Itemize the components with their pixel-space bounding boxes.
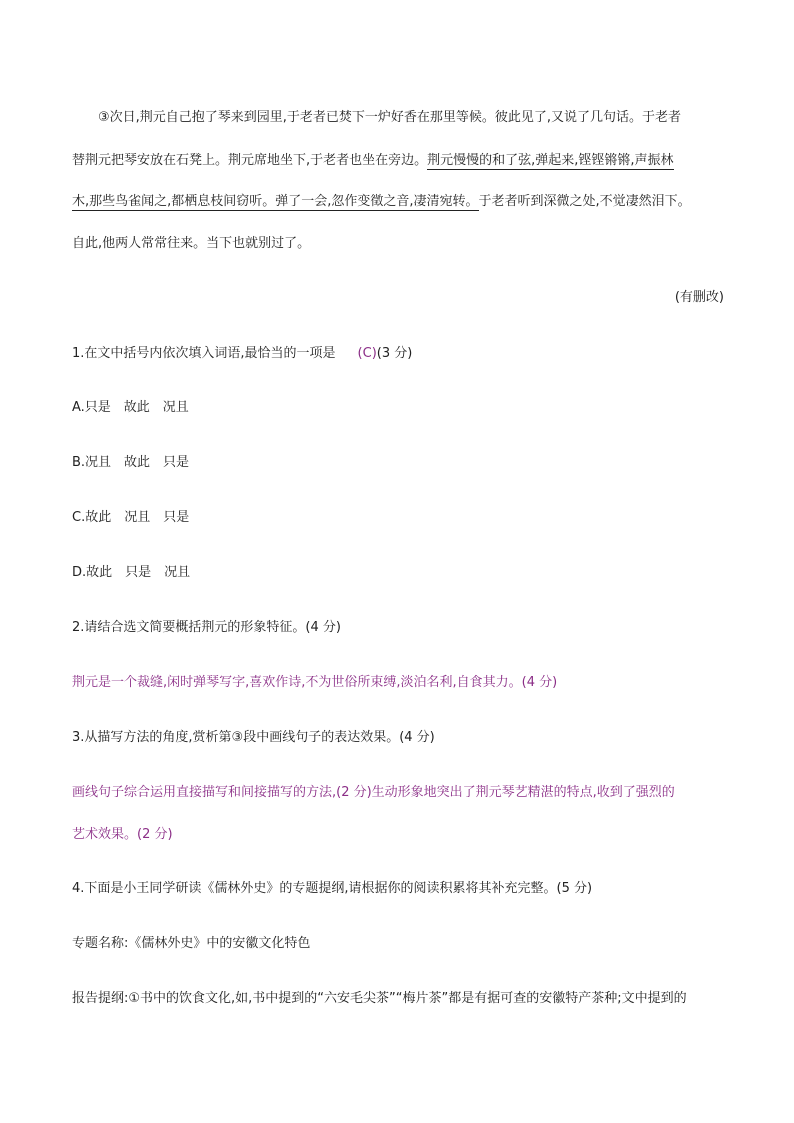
passage-line-1: ③次日,荆元自己抱了琴来到园里,于老者已焚下一炉好香在那里等候。彼此见了,又说了几句话。于老者 (98, 110, 682, 125)
option-a: A.只是 故此 况且 (72, 400, 189, 415)
question-2-answer: 荆元是一个裁缝,闲时弹琴写字,喜欢作诗,不为世俗所束缚,淡泊名利,自食其力。(4 分) (72, 675, 558, 690)
question-1-answer: (C) (357, 346, 377, 361)
underlined-sentence: 荆元慢慢的和了弦,弹起来,铿铿锵锵,声振林 (427, 153, 674, 168)
question-4-stem: 4.下面是小王同学研读《儒林外史》的专题提纲,请根据你的阅读积累将其补充完整。(5 分) (72, 881, 593, 896)
option-d: D.故此 只是 况且 (72, 565, 191, 580)
question-2-stem: 2.请结合选文简要概括荆元的形象特征。(4 分) (72, 620, 341, 635)
question-3-answer-line-2: 艺术效果。(2 分) (72, 827, 173, 842)
question-1-stem: 1.在文中括号内依次填入词语,最恰当的一项是 (C)(3 分) (72, 346, 413, 361)
passage-line-4: 自此,他两人常常往来。当下也就别过了。 (72, 236, 311, 251)
underlined-sentence: 木,那些鸟雀闻之,都栖息枝间窃听。弹了一会,忽作变徵之音,凄清宛转。 (72, 194, 479, 209)
passage-line-2: 替荆元把琴安放在石凳上。荆元席地坐下,于老者也坐在旁边。荆元慢慢的和了弦,弹起来,铿铿锵锵,声振林 (72, 153, 674, 168)
question-3-stem: 3.从描写方法的角度,赏析第③段中画线句子的表达效果。(4 分) (72, 730, 435, 745)
question-3-answer-line-1: 画线句子综合运用直接描写和间接描写的方法,(2 分)生动形象地突出了荆元琴艺精湛的特点,收到了强烈的 (72, 785, 675, 800)
question-4-outline: 报告提纲:①书中的饮食文化,如,书中提到的“六安毛尖茶”“梅片茶”都是有据可查的安徽特产茶种;文中提到的 (72, 991, 687, 1006)
source-note: (有删改) (674, 290, 724, 305)
option-b: B.况且 故此 只是 (72, 455, 190, 470)
option-c: C.故此 况且 只是 (72, 510, 190, 525)
question-4-topic: 专题名称:《儒林外史》中的安徽文化特色 (72, 936, 311, 951)
passage-line-3: 木,那些鸟雀闻之,都栖息枝间窃听。弹了一会,忽作变徵之音,凄清宛转。于老者听到深微之处,不觉凄然泪下。 (72, 194, 691, 209)
